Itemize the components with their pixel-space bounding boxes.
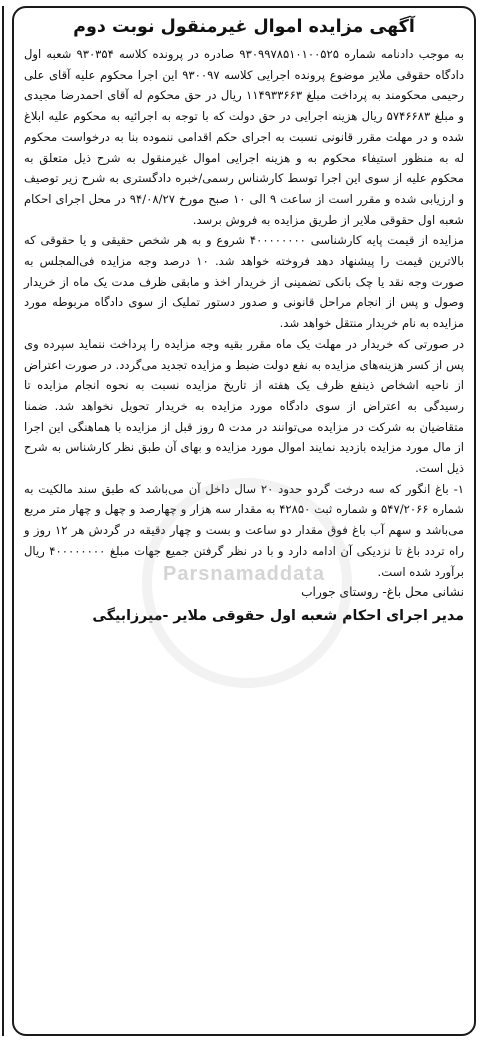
notice-frame [12, 6, 476, 1036]
property-address: نشانی محل باغ- روستای جوراب [301, 585, 464, 600]
paragraph-auction-terms: مزایده از قیمت پایه کارشناسی ۴۰۰۰۰۰۰۰۰ شروع و به هر شخص حقیقی و یا حقوقی که بالاترین قیمت را پیشنهاد دهد فروخته خواهد شد. ۱۰ درصد وجه مزایده فی‌المجلس به صورت وجه نقد یا چک بانکی تضمینی از خریدار اخذ و مابقی ظرف مدت یک ماه از خریدار وصول و پس از انجام مراحل قانونی و صدور دستور تملیک از سوی دادگاه مربوطه مورد مزایده به نام خریدار منتقل خواهد شد. [24, 233, 464, 331]
signature-line: مدیر اجرای احکام شعبه اول حقوقی ملایر -میرزابیگی [92, 608, 464, 625]
paragraph-judgment: به موجب دادنامه شماره ۹۳۰۹۹۷۸۵۱۰۱۰۰۵۲۵ صادره در پرونده کلاسه ۹۳۰۳۵۴ شعبه اول دادگاه حقوقی ملایر موضوع پرونده اجرایی کلاسه ۹۳۰۰۹۷ این اجرا محکوم علیه آقای علی رحیمی محکومند به پرداخت مبلغ ۱۱۴۹۳۳۶۶۳ ریال در حق محکوم له آقای احمدرضا مجیدی و مبلغ ۵۷۴۶۶۸۳ ریال هزینه اجرایی در حق دولت که با توجه به اجرائیه به محکوم علیه ابلاغ شده و در مهلت مقرر قانونی نسبت به اجرای حکم اقدامی ننموده بنا به درخواست محکوم له به منظور استیفاء محکوم به و هزینه اجرایی اموال غیرمنقول به شرح ذیل متعلق به محکوم علیه از سوی این اجرا توسط کارشناس رسمی/خبره دادگستری به شرح زیر توصیف و ارزیابی شده و مقرر است از ساعت ۹ الی ۱۰ صبح مورخ ۹۴/۰۸/۲۷ در محل اجرای احکام شعبه اول حقوقی ملایر از طریق مزایده به فروش برسد. [24, 47, 465, 227]
watermark-text: Parsnamaddata [163, 563, 325, 585]
paragraph-payment-conditions: در صورتی که خریدار در مهلت یک ماه مقرر بقیه وجه مزایده را پرداخت ننماید سپرده وی پس از کسر هزینه‌های مزایده به نفع دولت ضبط و مزایده تجدید می‌گردد. در صورت اعتراض از ناحیه اشخاص ذینفع ظرف یک هفته از تاریخ مزایده نسبت به نحوه انجام مزایده تا رسیدگی به اعتراض از سوی دادگاه مورد مزایده به خریدار تحویل نخواهد شد. ضمنا متقاضیان به شرکت در مزایده می‌توانند در مدت ۵ روز قبل از مزایده با هماهنگی این اجرا از مال مورد مزایده بازدید نمایند اموال مورد مزایده و بهای آن طبق نظر کارشناس به شرح ذیل است. [24, 336, 464, 476]
left-margin-rule [2, 6, 4, 1036]
notice-title: آگهی مزایده اموال غیرمنقول نوبت دوم [73, 17, 415, 37]
paragraph-property-description: ۱- باغ انگور که سه درخت گردو حدود ۲۰ سال داخل آن می‌باشد که طبق سند مالکیت به شماره ۵۴۷/۲۰۶۶ و شماره ثبت ۴۲۸۵۰ به مقدار سه هزار و چهارصد و چهل و چهار متر مربع می‌باشد و سهم آب باغ فوق مقدار دو ساعت و بست و چهار دقیقه در گردش هر ۱۲ روز و راه تردد باغ تا نزدیکی آن ادامه دارد و با در نظر گرفتن جمیع جهات مبلغ ۴۰۰۰۰۰۰۰۰ ریال برآورد شده است. [24, 481, 465, 579]
notice-body [14, 42, 474, 582]
